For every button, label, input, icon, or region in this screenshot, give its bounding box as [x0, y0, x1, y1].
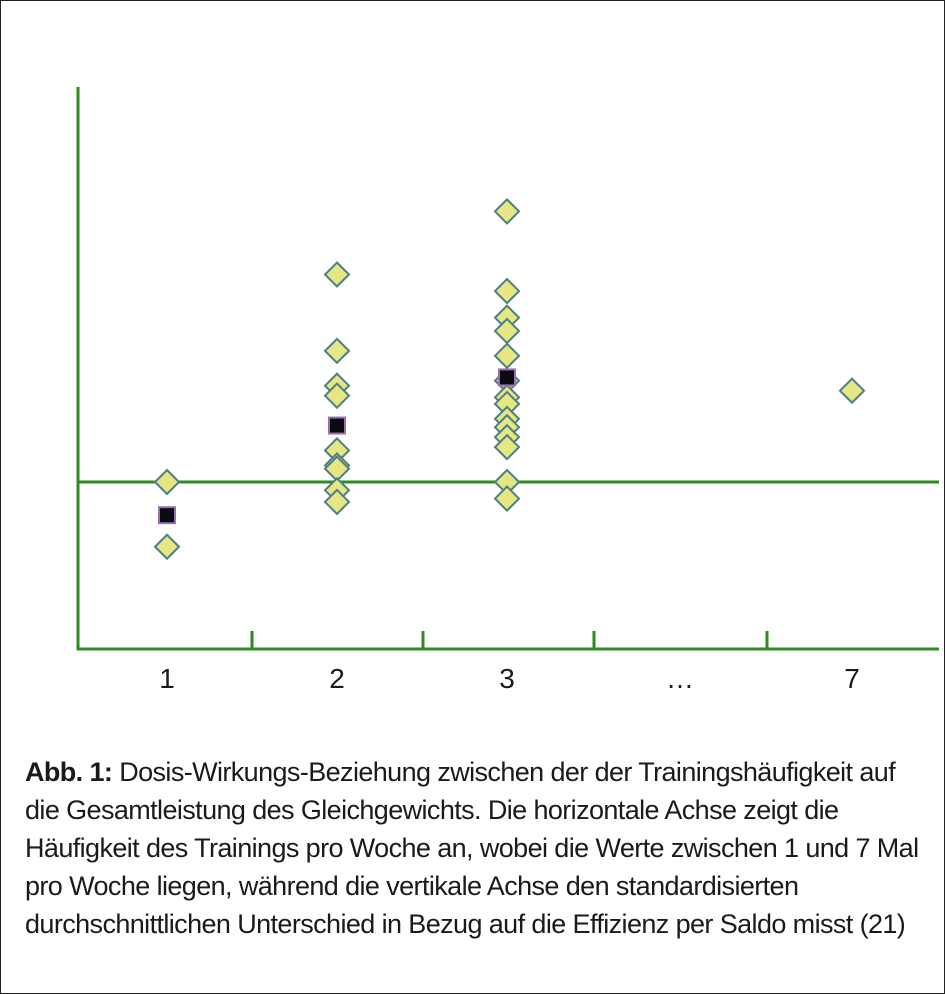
- data-point-diamond: [495, 279, 519, 303]
- data-point-diamond: [155, 470, 179, 494]
- data-point-diamond: [840, 379, 864, 403]
- x-tick-label: 1: [159, 663, 175, 694]
- x-tick-label: …: [666, 663, 694, 694]
- mean-point-square: [159, 507, 175, 523]
- x-tick-label: 2: [329, 663, 345, 694]
- data-point-diamond: [155, 535, 179, 559]
- mean-point-square: [499, 369, 515, 385]
- data-point-diamond: [325, 263, 349, 287]
- caption-text: Dosis-Wirkungs-Beziehung zwischen der der Trainingshäufigkeit auf die Gesamtleistung des Gleichgewichts. Die horizontale Achse zeigt die Häufigkeit des Trainings pro Woche an, wobei die Werte zwischen 1 und 7 Mal pro Woche liegen, während die vertikale Achse den standardisierten durchschnittlichen Unterschied in Bezug auf die Effizienz per Saldo misst (21): [25, 757, 919, 939]
- mean-point-square: [329, 418, 345, 434]
- data-point-diamond: [495, 344, 519, 368]
- scatter-plot: [1, 1, 944, 746]
- x-tick-label: 3: [499, 663, 515, 694]
- figure-caption: [25, 753, 925, 943]
- data-point-diamond: [495, 487, 519, 511]
- caption-label: Abb. 1:: [25, 757, 113, 787]
- data-point-diamond: [325, 339, 349, 363]
- x-tick-label: 7: [844, 663, 860, 694]
- data-point-diamond: [495, 199, 519, 223]
